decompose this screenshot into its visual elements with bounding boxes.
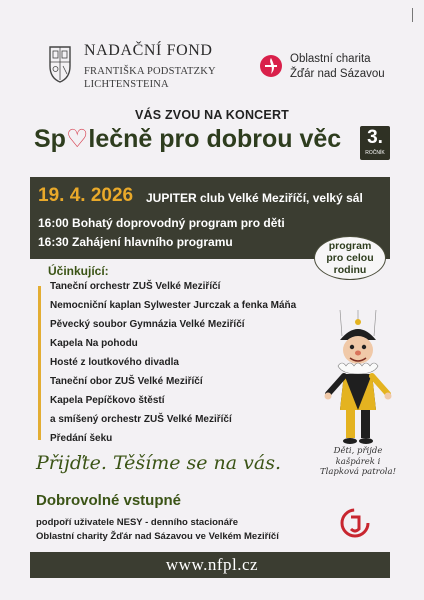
kasparek-puppet-illustration: [318, 310, 398, 450]
kids-note: [316, 446, 400, 478]
badge-line1: program: [328, 240, 372, 252]
performer-item: Taneční orchestr ZUŠ Velké Meziříčí: [50, 281, 221, 292]
schedule-time-2: 16:30 Zahájení hlavního programu: [38, 235, 233, 249]
performer-item: Předání šeku: [50, 433, 113, 444]
performer-item: Kapela Pepíčkovo štěstí: [50, 395, 165, 406]
charity-name-line2: Žďár nad Sázavou: [290, 68, 385, 80]
performer-item: Kapela Na pohodu: [50, 338, 138, 349]
kids-note-line1: Děti, přijde: [333, 446, 383, 456]
event-title: [34, 124, 341, 154]
event-title-start: Sp: [34, 125, 66, 153]
schedule-time-1: 16:00 Bohatý doprovodný program pro děti: [38, 216, 285, 230]
performer-item: a smíšený orchestr ZUŠ Velké Meziříčí: [50, 414, 232, 425]
performer-item: Nemocniční kaplan Sylwester Jurczak a fenka Máňa: [50, 300, 297, 311]
admission-line1: podpoří uživatele NESY - denního stacionáře: [36, 517, 239, 528]
invite-heading: VÁS ZVOU NA KONCERT: [134, 108, 290, 122]
foundation-title: NADAČNÍ FOND: [84, 42, 213, 59]
badge-line2: pro celou: [326, 252, 374, 264]
scan-edge-mark: [412, 8, 418, 22]
event-date: 19. 4. 2026: [38, 185, 134, 206]
charity-name-line1: Oblastní charita: [290, 53, 371, 65]
foundation-subtitle-line2: LICHTENSTEINA: [84, 79, 169, 90]
heraldic-crest-icon: [45, 44, 75, 84]
performer-item: Pěvecký soubor Gymnázia Velké Meziříčí: [50, 319, 245, 330]
performers-heading: Účinkující:: [48, 264, 109, 278]
event-title-end: lečně pro dobrou věc: [88, 125, 342, 153]
family-program-badge: [314, 236, 386, 280]
slogan: Přijďte. Těšíme se na vás.: [36, 452, 282, 474]
admission-title: Dobrovolné vstupné: [36, 492, 182, 509]
badge-line3: rodinu: [333, 264, 367, 276]
admission-line2: Oblastní charity Žďár nad Sázavou ve Velkém Meziříčí: [36, 531, 279, 542]
nesy-stacionar-logo-icon: [340, 508, 370, 538]
event-venue: JUPITER club Velké Meziříčí, velký sál: [146, 191, 363, 205]
edition-badge: [360, 126, 390, 160]
kids-note-line3: Tlapková patrola!: [319, 467, 397, 477]
performer-item: Hosté z loutkového divadla: [50, 357, 179, 368]
edition-label: ROČNÍK: [365, 150, 385, 156]
heart-icon: ♡: [65, 125, 89, 153]
edition-number: 3.: [367, 127, 383, 148]
kids-note-line2: kašpárek i: [335, 456, 381, 467]
foundation-subtitle-line1: FRANTIŠKA PODSTATZKY: [84, 66, 216, 77]
performers-accent-bar: [38, 286, 41, 440]
performer-item: Taneční obor ZUŠ Velké Meziříčí: [50, 376, 203, 387]
footer-website-link[interactable]: www.nfpl.cz: [165, 555, 259, 574]
charita-flame-logo-icon: [259, 54, 283, 78]
